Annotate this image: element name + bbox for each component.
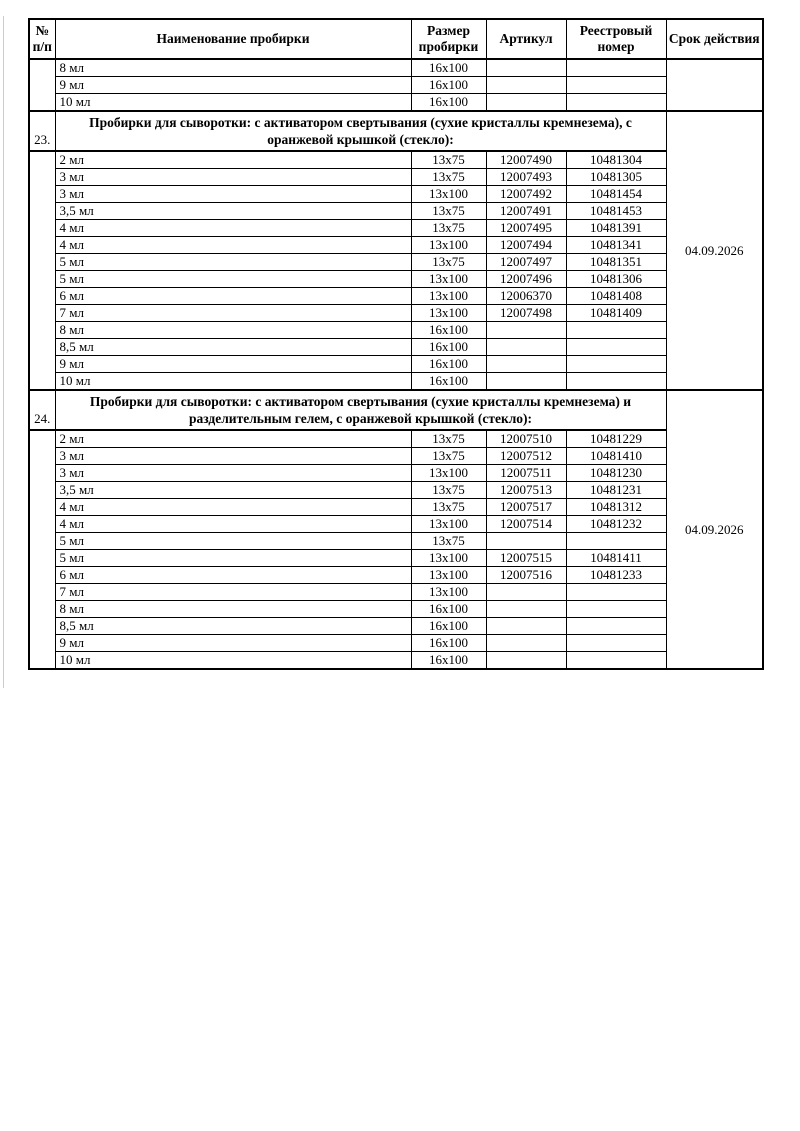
article-cell — [486, 356, 566, 373]
article-cell — [486, 601, 566, 618]
table-row — [29, 652, 763, 670]
validity-cell: 04.09.2026 — [666, 390, 763, 669]
tube-size-cell: 13x100 — [411, 550, 486, 567]
validity-cell: 04.09.2026 — [666, 111, 763, 390]
tube-size-cell: 13x75 — [411, 151, 486, 169]
tube-name-cell: 3 мл — [55, 448, 411, 465]
registry-cell: 10481306 — [566, 271, 666, 288]
registry-cell — [566, 584, 666, 601]
tube-name-cell: 2 мл — [55, 430, 411, 448]
table-row — [29, 288, 763, 305]
table-row — [29, 499, 763, 516]
table-row — [29, 271, 763, 288]
table-row — [29, 635, 763, 652]
tube-name-cell: 5 мл — [55, 271, 411, 288]
table-row — [29, 465, 763, 482]
tube-size-cell: 13x75 — [411, 254, 486, 271]
table-row — [29, 430, 763, 448]
article-cell: 12007498 — [486, 305, 566, 322]
tube-size-cell: 13x75 — [411, 169, 486, 186]
table-row — [29, 322, 763, 339]
tube-size-cell: 16x100 — [411, 94, 486, 112]
section-number-cell: 24. — [29, 390, 55, 430]
registry-cell — [566, 618, 666, 635]
registry-cell: 10481232 — [566, 516, 666, 533]
article-cell — [486, 533, 566, 550]
tube-size-cell: 13x100 — [411, 465, 486, 482]
table-row — [29, 482, 763, 499]
table-row — [29, 186, 763, 203]
tube-name-cell: 4 мл — [55, 237, 411, 254]
table-row — [29, 339, 763, 356]
tube-size-cell: 16x100 — [411, 356, 486, 373]
table-row — [29, 111, 763, 151]
tube-name-cell: 8,5 мл — [55, 618, 411, 635]
tube-name-cell: 8,5 мл — [55, 339, 411, 356]
table-row — [29, 94, 763, 112]
registry-cell: 10481391 — [566, 220, 666, 237]
tube-size-cell: 13x75 — [411, 448, 486, 465]
tube-size-cell: 13x75 — [411, 220, 486, 237]
article-cell: 12007497 — [486, 254, 566, 271]
article-cell: 12007510 — [486, 430, 566, 448]
tube-name-cell: 9 мл — [55, 77, 411, 94]
registry-cell: 10481410 — [566, 448, 666, 465]
registry-cell — [566, 322, 666, 339]
table-row — [29, 169, 763, 186]
tube-size-cell: 13x100 — [411, 567, 486, 584]
registry-cell: 10481351 — [566, 254, 666, 271]
registry-cell: 10481305 — [566, 169, 666, 186]
registry-cell: 10481341 — [566, 237, 666, 254]
table-row — [29, 203, 763, 220]
table-row — [29, 59, 763, 77]
tube-name-cell: 6 мл — [55, 567, 411, 584]
tube-size-cell: 13x75 — [411, 499, 486, 516]
tube-name-cell: 4 мл — [55, 220, 411, 237]
tube-name-cell: 3,5 мл — [55, 203, 411, 220]
registry-cell — [566, 356, 666, 373]
table-row — [29, 390, 763, 430]
registry-cell: 10481233 — [566, 567, 666, 584]
tube-size-cell: 16x100 — [411, 77, 486, 94]
section-number-cell: 23. — [29, 111, 55, 151]
registry-cell — [566, 373, 666, 391]
registry-cell: 10481231 — [566, 482, 666, 499]
tube-size-cell: 13x100 — [411, 516, 486, 533]
table-row — [29, 618, 763, 635]
registry-cell — [566, 94, 666, 112]
article-cell: 12007493 — [486, 169, 566, 186]
article-cell: 12007495 — [486, 220, 566, 237]
tube-name-cell: 3 мл — [55, 169, 411, 186]
article-cell — [486, 584, 566, 601]
registry-cell — [566, 601, 666, 618]
registry-cell: 10481229 — [566, 430, 666, 448]
registry-cell: 10481453 — [566, 203, 666, 220]
tube-name-cell: 9 мл — [55, 356, 411, 373]
registry-cell — [566, 652, 666, 670]
article-cell — [486, 322, 566, 339]
registry-cell — [566, 59, 666, 77]
tube-name-cell: 5 мл — [55, 533, 411, 550]
tube-name-cell: 7 мл — [55, 305, 411, 322]
table-row — [29, 601, 763, 618]
article-cell: 12007513 — [486, 482, 566, 499]
tube-size-cell: 13x100 — [411, 186, 486, 203]
validity-cell — [666, 59, 763, 111]
header-cell-name: Наименование пробирки — [55, 19, 411, 59]
tube-name-cell: 10 мл — [55, 94, 411, 112]
table-row — [29, 305, 763, 322]
tube-name-cell: 5 мл — [55, 550, 411, 567]
table-row — [29, 550, 763, 567]
article-cell: 12007492 — [486, 186, 566, 203]
registry-cell — [566, 635, 666, 652]
article-cell — [486, 618, 566, 635]
header-cell-num: № п/п — [29, 19, 55, 59]
table-row — [29, 237, 763, 254]
registry-cell — [566, 533, 666, 550]
article-cell: 12007511 — [486, 465, 566, 482]
tube-name-cell: 5 мл — [55, 254, 411, 271]
tube-size-cell: 16x100 — [411, 59, 486, 77]
registry-cell: 10481312 — [566, 499, 666, 516]
tube-size-cell: 16x100 — [411, 601, 486, 618]
tube-name-cell: 9 мл — [55, 635, 411, 652]
tube-name-cell: 8 мл — [55, 601, 411, 618]
header-row — [29, 19, 763, 59]
tube-size-cell: 16x100 — [411, 635, 486, 652]
header-cell-validity: Срок действия — [666, 19, 763, 59]
tube-size-cell: 13x100 — [411, 584, 486, 601]
table-row — [29, 77, 763, 94]
registry-cell — [566, 77, 666, 94]
article-cell: 12007512 — [486, 448, 566, 465]
table-row — [29, 254, 763, 271]
table-row — [29, 448, 763, 465]
article-cell — [486, 373, 566, 391]
tube-size-cell: 13x75 — [411, 203, 486, 220]
tube-size-cell: 13x100 — [411, 305, 486, 322]
article-cell: 12007517 — [486, 499, 566, 516]
article-cell: 12007491 — [486, 203, 566, 220]
article-cell: 12007516 — [486, 567, 566, 584]
tube-name-cell: 7 мл — [55, 584, 411, 601]
tube-size-cell: 16x100 — [411, 373, 486, 391]
article-cell — [486, 94, 566, 112]
table-row — [29, 516, 763, 533]
tube-size-cell: 13x100 — [411, 271, 486, 288]
registry-cell: 10481409 — [566, 305, 666, 322]
table-header — [29, 19, 763, 59]
tube-name-cell: 6 мл — [55, 288, 411, 305]
table-row — [29, 584, 763, 601]
tube-name-cell: 3,5 мл — [55, 482, 411, 499]
registry-cell: 10481230 — [566, 465, 666, 482]
article-cell: 12007490 — [486, 151, 566, 169]
tube-name-cell: 10 мл — [55, 373, 411, 391]
header-cell-size: Размер пробирки — [411, 19, 486, 59]
row-number-cell — [29, 430, 55, 669]
tube-size-cell: 16x100 — [411, 339, 486, 356]
article-cell: 12007514 — [486, 516, 566, 533]
table-row — [29, 151, 763, 169]
tube-registry-table — [28, 18, 764, 670]
tube-size-cell: 16x100 — [411, 652, 486, 670]
tube-size-cell: 16x100 — [411, 322, 486, 339]
table-row — [29, 373, 763, 391]
tube-size-cell: 13x75 — [411, 533, 486, 550]
tube-size-cell: 13x75 — [411, 482, 486, 499]
table-row — [29, 356, 763, 373]
article-cell — [486, 635, 566, 652]
article-cell: 12006370 — [486, 288, 566, 305]
header-cell-article: Артикул — [486, 19, 566, 59]
tube-name-cell: 8 мл — [55, 59, 411, 77]
article-cell: 12007515 — [486, 550, 566, 567]
table-row — [29, 567, 763, 584]
article-cell — [486, 339, 566, 356]
registry-cell: 10481454 — [566, 186, 666, 203]
tube-name-cell: 3 мл — [55, 465, 411, 482]
registry-cell: 10481408 — [566, 288, 666, 305]
registry-cell — [566, 339, 666, 356]
tube-name-cell: 8 мл — [55, 322, 411, 339]
tube-name-cell: 10 мл — [55, 652, 411, 670]
header-cell-registry: Реестровый номер — [566, 19, 666, 59]
tube-size-cell: 16x100 — [411, 618, 486, 635]
tube-size-cell: 13x75 — [411, 430, 486, 448]
article-cell — [486, 77, 566, 94]
row-number-cell — [29, 151, 55, 390]
section-title-cell: Пробирки для сыворотки: с активатором свертывания (сухие кристаллы кремнезема) и разделительным гелем, с оранжевой крышкой (стекло): — [55, 390, 666, 430]
article-cell: 12007494 — [486, 237, 566, 254]
tube-size-cell: 13x100 — [411, 288, 486, 305]
tube-name-cell: 2 мл — [55, 151, 411, 169]
row-number-cell — [29, 59, 55, 111]
registry-cell: 10481411 — [566, 550, 666, 567]
tube-name-cell: 4 мл — [55, 516, 411, 533]
table-row — [29, 220, 763, 237]
article-cell — [486, 652, 566, 670]
article-cell: 12007496 — [486, 271, 566, 288]
tube-table-body — [29, 59, 763, 669]
tube-name-cell: 3 мл — [55, 186, 411, 203]
tube-name-cell: 4 мл — [55, 499, 411, 516]
scan-artifact-line — [3, 16, 4, 688]
article-cell — [486, 59, 566, 77]
registry-cell: 10481304 — [566, 151, 666, 169]
table-row — [29, 533, 763, 550]
tube-size-cell: 13x100 — [411, 237, 486, 254]
section-title-cell: Пробирки для сыворотки: с активатором свертывания (сухие кристаллы кремнезема), с оранжевой крышкой (стекло): — [55, 111, 666, 151]
